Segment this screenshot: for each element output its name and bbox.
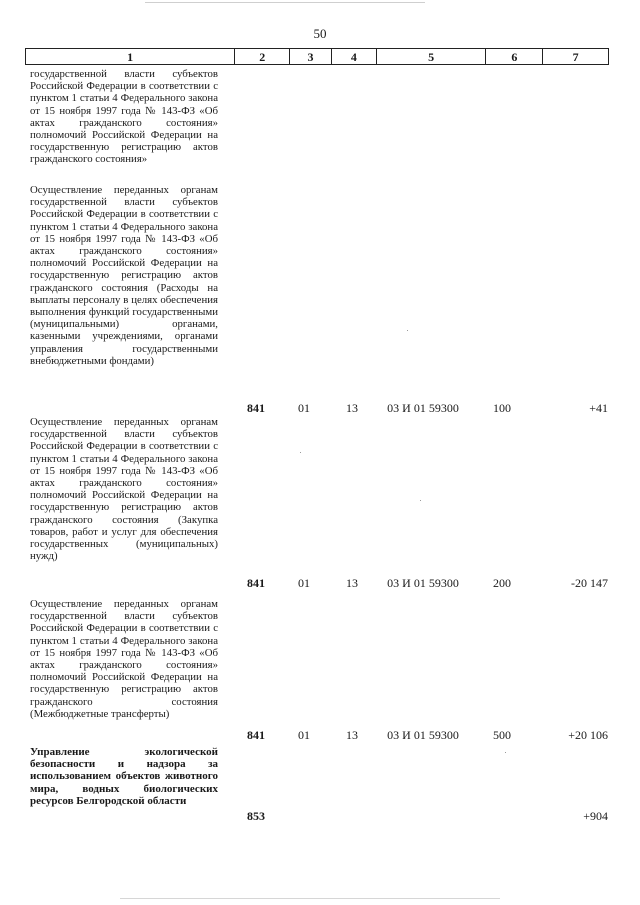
scan-edge-top	[145, 2, 425, 3]
cell-target-article: 03 И 01 59300	[387, 576, 459, 590]
cell-subsection: 13	[346, 401, 358, 415]
cell-amount: -20 147	[571, 576, 608, 590]
header-col-6: 6	[486, 49, 543, 64]
cell-amount: +41	[589, 401, 608, 415]
cell-expense-type: 500	[493, 728, 511, 742]
row-description-continued: государственной власти субъектов Российской Федерации в соответствии с пунктом 1 статьи 4 Федерального закона от 15 ноября 1997 года № 143-ФЗ «Об актах гражданского состояния» полномочий Российской Федерации на государственную регистрацию актов гражданского состояния»	[30, 68, 218, 166]
cell-admin-code: 841	[247, 401, 265, 415]
cell-subsection: 13	[346, 728, 358, 742]
header-col-2: 2	[235, 49, 290, 64]
cell-amount: +904	[583, 809, 608, 823]
header-col-1: 1	[26, 49, 235, 64]
cell-admin-code: 841	[247, 728, 265, 742]
scan-speck	[420, 500, 421, 501]
cell-admin-code: 853	[247, 809, 265, 823]
table-row	[0, 576, 640, 592]
cell-section: 01	[298, 401, 310, 415]
cell-expense-type: 100	[493, 401, 511, 415]
scan-speck	[505, 752, 506, 753]
table-row	[0, 401, 640, 417]
cell-subsection: 13	[346, 576, 358, 590]
header-col-4: 4	[332, 49, 377, 64]
cell-admin-code: 841	[247, 576, 265, 590]
scan-edge-bottom	[120, 898, 500, 899]
cell-section: 01	[298, 728, 310, 742]
scan-speck	[300, 452, 301, 453]
row-description: Осуществление переданных органам государственной власти субъектов Российской Федерации в соответствии с пунктом 1 статьи 4 Федерального закона от 15 ноября 1997 года № 143-ФЗ «Об актах гражданского состояния» полномочий Российской Федерации на государственную регистрацию актов гражданского состояния (Закупка товаров, работ и услуг для обеспечения государственных (муниципальных) нужд)	[30, 416, 218, 563]
table-row-department	[0, 809, 640, 825]
scan-speck	[407, 330, 408, 331]
table-row	[0, 728, 640, 744]
header-col-3: 3	[290, 49, 332, 64]
department-description: Управление экологической безопасности и надзора за использованием объектов животного мира, водных биологических ресурсов Белгородской области	[30, 746, 218, 807]
header-col-5: 5	[377, 49, 487, 64]
row-description: Осуществление переданных органам государственной власти субъектов Российской Федерации в соответствии с пунктом 1 статьи 4 Федерального закона от 15 ноября 1997 года № 143-ФЗ «Об актах гражданского состояния» полномочий Российской Федерации на государственную регистрацию актов гражданского состояния (Расходы на выплаты персоналу в целях обеспечения выполнения функций государственными (муниципальными) органами, казенными учреждениями, органами управления государственными внебюджетными фондами)	[30, 184, 218, 367]
page-number: 50	[313, 26, 327, 41]
cell-target-article: 03 И 01 59300	[387, 401, 459, 415]
cell-expense-type: 200	[493, 576, 511, 590]
cell-target-article: 03 И 01 59300	[387, 728, 459, 742]
table-header	[25, 48, 609, 65]
header-col-7: 7	[572, 50, 579, 64]
cell-amount: +20 106	[568, 728, 608, 742]
row-description: Осуществление переданных органам государственной власти субъектов Российской Федерации в соответствии с пунктом 1 статьи 4 Федерального закона от 15 ноября 1997 года № 143-ФЗ «Об актах гражданского состояния» полномочий Российской Федерации на государственную регистрацию актов гражданского состояния (Межбюджетные трансферты)	[30, 598, 218, 720]
cell-section: 01	[298, 576, 310, 590]
